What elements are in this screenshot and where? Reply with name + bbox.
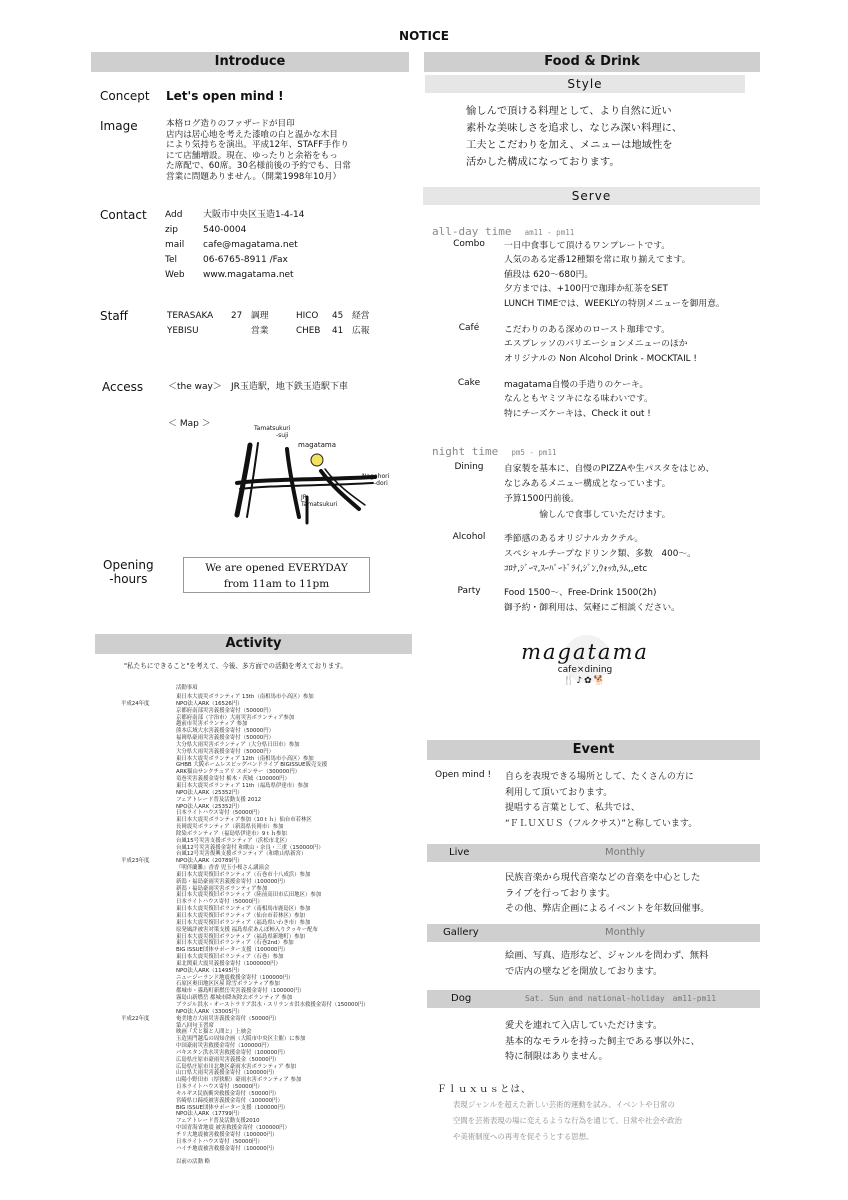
activity-item: BIG ISSUE団体サポーター支援（100000円）: [176, 1104, 289, 1111]
menu-item-description: 季節感のあるオリジナルカクテル。 スペシャルチープなドリンク類、多数 400〜。 ｺﾛﾅ,ｼﾞｰﾏ,ｽｰﾊﾟｰﾄﾞﾗｲ,ｼﾞﾝ,ｳｫｯｶ,ﾗﾑ,,etc: [504, 534, 696, 575]
style-heading: Style: [425, 75, 745, 93]
activity-subhead: 活動事項: [176, 685, 198, 691]
access-label: Access: [102, 380, 144, 394]
activity-item: 山口県大雨災害義援金寄付（100000円）: [176, 1070, 278, 1077]
access-map: [225, 425, 385, 525]
access-text: JR玉造駅，地下鉄玉造駅下車: [231, 382, 348, 392]
page-title: NOTICE: [399, 29, 449, 43]
menu-item-description: magatama自慢の手造りのケーキ。 なんともヤミツキになる味わいです。 特にチーズケーキは、Check it out !: [504, 380, 653, 419]
activity-year-label: 平成22年度: [121, 1015, 150, 1022]
logo-name: magatama: [521, 640, 649, 664]
staff-label: Staff: [100, 309, 128, 323]
activity-item: ブラジル洪水・オーストラリア洪水・スリランカ洪水救援金寄付（150000円）: [176, 1001, 369, 1008]
magatama-logo: [495, 640, 675, 686]
activity-item: 東日本大震災復旧ボランティア（南相馬市鹿島区）参加: [176, 906, 311, 913]
activity-year-label: 平成24年度: [121, 700, 150, 707]
menu-item-description: 自家製を基本に、自慢のPIZZAや生パスタをはじめ、 なじみあるメニュー構成となっています。 予算1500円前後。 愉しんで食事していただけます。: [504, 464, 715, 520]
activity-item: 台風15号災害支援ボランティア（浜松市北区）: [176, 837, 291, 844]
opening-hours-box: We are opened EVERYDAY from 11am to 11pm: [183, 557, 370, 593]
open-mind-label: Open mind !: [435, 770, 492, 780]
menu-item-description: Food 1500〜、Free-Drink 1500(2h) 御予約・御利用は、気軽にご相談ください。: [504, 588, 680, 614]
activity-item: パキスタン洪水災害救援金寄付（100000円）: [176, 1049, 289, 1056]
activity-item: 東日本大震災復旧ボランティア（福島県新地町）参加: [176, 933, 305, 940]
activity-item: 京都府南部（宇治市）大雨災害ボランティア参加: [176, 714, 295, 721]
map-label-tamatsukuri-suji: Tamatsukuri -suji: [254, 425, 291, 439]
event-live-bar: Live Monthly: [427, 844, 760, 862]
activity-item: ハイチ地震被害救援金寄付（100000円）: [176, 1145, 278, 1152]
fluxus-title: Ｆｌｕｘｕｓとは、: [437, 1084, 532, 1095]
activity-item: 石原区奥田地区区屋 除雪ボランティア参加: [176, 981, 280, 988]
activity-item: 東日本大震災ボランティア 13th（南相馬市小高区）参加: [176, 694, 314, 700]
activity-item: 東日本大震災ボランティア参加（10ｔｈ）仙台市若林区: [176, 817, 312, 824]
activity-item: 福岡県豪雨災害義援金寄付（50000円）: [176, 735, 275, 742]
map-label-magatama: magatama: [298, 441, 336, 449]
menu-item-name: Dining: [454, 462, 484, 472]
activity-item: 日本ライトハウス寄付（50000円）: [176, 810, 263, 817]
activity-item: 玉造黒門越瓜の周知企画（大阪市中央区主催）に参加: [176, 1036, 306, 1043]
concept-value: Let's open mind !: [166, 89, 284, 103]
activity-item: BIG ISSUE団体サポーター支援（100000円）: [176, 947, 289, 954]
activity-item: キルギス民族衝突救援金寄付（50000円）: [176, 1090, 280, 1097]
menu-item-name: Alcohol: [452, 532, 486, 542]
activity-item: 日本ライトハウス寄付（50000円）: [176, 899, 263, 906]
activity-item: 以前の活動 略: [176, 1159, 211, 1166]
activity-item: 東日本大震災復旧ボランティア（福島県いわき市）参加: [176, 919, 311, 926]
activity-item: 日本ライトハウス寄付（50000円）: [176, 1138, 263, 1145]
contact-table: Add 大阪市中央区玉造1-4-14 zip 540-0004 mail cafe@magatama.net Tel 06-6765-8911 /Fax Web www.magatama.net: [165, 210, 305, 280]
activity-item: 中国青海省地震 被害救援金寄付（100000円）: [176, 1125, 290, 1132]
dog-icon: 🐕: [593, 676, 607, 686]
activity-item: 原発風評被害対策支援 福島県産あんぽ柿入りクッキー配布: [176, 926, 318, 933]
activity-item: 日本ライトハウス寄付（50000円）: [176, 1084, 263, 1091]
event-gallery-text: 絵画、写真、造形など、ジャンルを問わず、無料 で店内の壁などを開放しております。: [505, 950, 709, 977]
event-dog-bar: Dog Sat. Sun and national-holiday am11-pm11: [427, 990, 760, 1008]
event-heading: Event: [427, 740, 760, 760]
activity-item: 新潟・福島豪雨災害義援金寄付（100000円）: [176, 878, 289, 885]
activity-item: 台風12号災害義援金寄付 和歌山・奈良・三重（150000円）: [176, 844, 324, 851]
menu-item-name: Café: [458, 323, 480, 333]
activity-item: NPO法人ARK（11495円）: [176, 967, 243, 974]
web-link[interactable]: www.magatama.net: [203, 270, 294, 280]
activity-item: 除染ボランティア（福島県伊達市）9ｔｈ参加: [176, 830, 287, 837]
staff-table: TERASAKA 27 調理 HICO 45 経営 YEBISU 営業 CHEB 41 広報: [167, 311, 370, 336]
activity-item: 広島県庄原市豪雨災害義援金（50000円）: [176, 1056, 280, 1063]
activity-item: 『明伴蘭難』香香 児玉小桜さん講演会: [176, 865, 270, 872]
activity-item: ニュージーランド地震救援金寄付（100000円）: [176, 974, 294, 981]
concept-label: Concept: [100, 89, 150, 103]
activity-item: ARK猫山サンクチュアリ スポンサー（300000円）: [176, 769, 301, 776]
activity-item: 霧島山新燃岳 都城市降灰除去ボランティア 参加: [176, 995, 293, 1002]
image-text: 本格ログ造りのファザードが目印 店内は居心地を考えた漆喰の白と温かな木目 により気持ちを演出。平成12年、STAFF手作り にて店舗増設。現在、ゆったりと余裕をもっ た席配で、60席。30名様前後の予約でも、日常 営業に問題ありません。（開業1998年10月）: [166, 119, 351, 182]
food-drink-heading: Food & Drink: [424, 52, 760, 72]
logo-icons: [495, 676, 675, 686]
event-dog-text: 愛犬を連れて入店していただけます。 基本的なモラルを持った飼主である事以外に、 特に制限はありません。: [505, 1020, 700, 1062]
access-way: ＜the way＞: [168, 382, 222, 392]
event-gallery-bar: Gallery Monthly: [427, 924, 760, 942]
menu-item-name: Cake: [457, 378, 481, 388]
menu-item-name: Party: [457, 586, 481, 596]
activity-item: 広島県庄原市川北地区豪雨水害ボランティア 参加: [176, 1063, 296, 1070]
activity-item: 大分県大雨災害ボランティア（大分県日田市）参加: [176, 741, 300, 748]
activity-item: 東日本大震災復旧ボランティア（石巻）参加: [176, 954, 284, 961]
allday-header: all-day time am11 - pm11: [432, 225, 575, 238]
activity-item: 映画『犬と猫と人間と』上映会: [176, 1029, 252, 1036]
activity-item: 都城市・霧島町新燃岳災害義援金寄付（100000円）: [176, 988, 305, 995]
serve-heading: Serve: [423, 187, 760, 205]
activity-item: 長岡震災ボランティア（新潟県長岡市）参加: [176, 824, 284, 831]
activity-item: 中国豪雨災害救援金寄付（100000円）: [176, 1043, 273, 1050]
open-mind-text: 自らを表現できる場所として、たくさんの方に 利用して頂いております。 提唱する言葉として、私共では、 “ＦＬＵＸＵＳ（フルクサス）”と称しています。: [505, 772, 698, 829]
activity-item: NPO法人ARK（16526円）: [176, 700, 243, 707]
flower-icon: ✿: [584, 676, 594, 686]
activity-item: 山陽小野田市（厚狭駅）豪雨水害ボランティア 参加: [176, 1077, 302, 1084]
activity-intro: "私たちにできること"を考えて、今後、多方面での活動を考えております。: [124, 662, 347, 670]
activity-item: 新潟・福島豪雨災害ボランティア参加: [176, 885, 268, 892]
fork-icon: 🍴: [563, 676, 577, 686]
music-note-icon: ♪: [576, 676, 585, 686]
activity-years: [121, 694, 171, 1164]
opening-label: Opening -hours: [103, 558, 154, 586]
activity-item: GHBB 大阪ホームレスビッグバンドライブ BIGISSUE販売支援: [176, 762, 328, 769]
activity-item: チリ大地震被害救援金寄付（100000円）: [176, 1132, 278, 1138]
activity-item: フェアトレード普及活動支援 2012: [176, 796, 262, 803]
activity-item: 熊本広域大水害義援金寄付（50000円）: [176, 728, 275, 735]
activity-item: NPO法人ARK（33005円）: [176, 1008, 243, 1015]
activity-item: 第八回句玉習席: [176, 1022, 214, 1029]
activity-item: 東日本大震災復旧ボランティア（仙台市若林区）参加: [176, 913, 305, 919]
activity-item: NPO法人ARK（20789円）: [176, 858, 243, 865]
activity-list: [176, 694, 369, 1166]
activity-item: 越前市災害ボランティア 参加: [176, 721, 248, 728]
map-label-jr: JR Tamatsukuri: [301, 494, 338, 508]
image-label: Image: [100, 119, 138, 133]
event-live-text: 民族音楽から現代音楽などの音楽を中心とした ライブを行っております。 その他、弊店企画によるイベントを年数回催事。: [505, 872, 710, 914]
activity-item: NPO法人ARK（25352円）: [176, 789, 243, 796]
logo-tagline: cafe×dining: [557, 665, 613, 675]
activity-item: フェアトレード普及活動支援2010: [176, 1118, 260, 1125]
activity-item: 宮崎県口蹄疫被害義援金寄付（100000円）: [176, 1097, 283, 1104]
activity-item: 東日本大震災ボランティア 11th（福島県伊達市）参加: [176, 782, 309, 789]
menu-item-description: 一日中食事して頂けるワンプレートです。 人気のある定番12種類を常に取り揃えてます。 値段は 620〜680円。 夕方までは、+100円で珈琲か紅茶をSET LUNCH TIMEでは、WEEKLYの特別メニューを御用意。: [504, 241, 725, 309]
menu-item-name: Combo: [453, 239, 485, 249]
email-link[interactable]: cafe@magatama.net: [203, 240, 298, 250]
activity-item: 竜巻災害義援金寄付 栃木・茨城（100000円）: [176, 776, 290, 783]
activity-item: 台風12号災害復興支援ボランティア（和歌山県新宮）: [176, 851, 307, 858]
style-text: 愉しんで頂ける料理として、より自然に近い 素朴な美味しさを追求し、なじみ深い料理に、 工夫とこだわりを加え、メニューは地域性を 活かした構成になっております。: [466, 105, 683, 168]
map-label: ＜ Map ＞: [168, 419, 211, 429]
activity-year-label: 平成23年度: [121, 858, 150, 865]
introduce-heading: Introduce: [91, 52, 409, 72]
contact-label: Contact: [100, 208, 147, 222]
activity-item: 大分県大雨災害義援金寄付（50000円）: [176, 748, 275, 755]
map-label-nagahori: Nagahori -dori: [362, 473, 390, 487]
activity-item: 東日本大震災ボランティア 12th（南相馬市小高区）参加: [176, 755, 314, 762]
activity-item: NPO法人ARK（25352円）: [176, 803, 243, 810]
activity-item: 奄美地方大雨災害義援金寄付（50000円）: [176, 1015, 280, 1022]
night-header: night time pm5 - pm11: [432, 445, 557, 458]
fluxus-text: 表現ジャンルを超えた新しい芸術的運動を試み、イベントや日常の 空間を芸術表現の場に変えるような行為を通じて、日常や社会や政治 や美術制度への再考を促そうとする思想。: [453, 1100, 682, 1141]
activity-item: 東日本大震災復旧ボランティア（石巻市十八成浜）参加: [176, 871, 311, 878]
activity-item: 京都府南部災害義援金寄付（50000円）: [176, 707, 275, 714]
activity-item: 東日本大震災復旧ボランティア（石巻2nd）参加: [176, 940, 294, 947]
activity-item: 東日本大震災復旧ボランティア（陸前高田市広田地区）参加: [176, 892, 322, 899]
activity-heading: Activity: [95, 634, 412, 654]
activity-item: NPO法人ARK（17799円）: [176, 1111, 243, 1118]
activity-item: 東北関東大震災義援金寄付（1000000円）: [176, 960, 281, 967]
menu-item-description: こだわりのある深めのロースト珈琲です。 エスプレッソのバリエーションメニューのほか オリジナルの Non Alcohol Drink - MOCKTAIL !: [504, 325, 697, 364]
